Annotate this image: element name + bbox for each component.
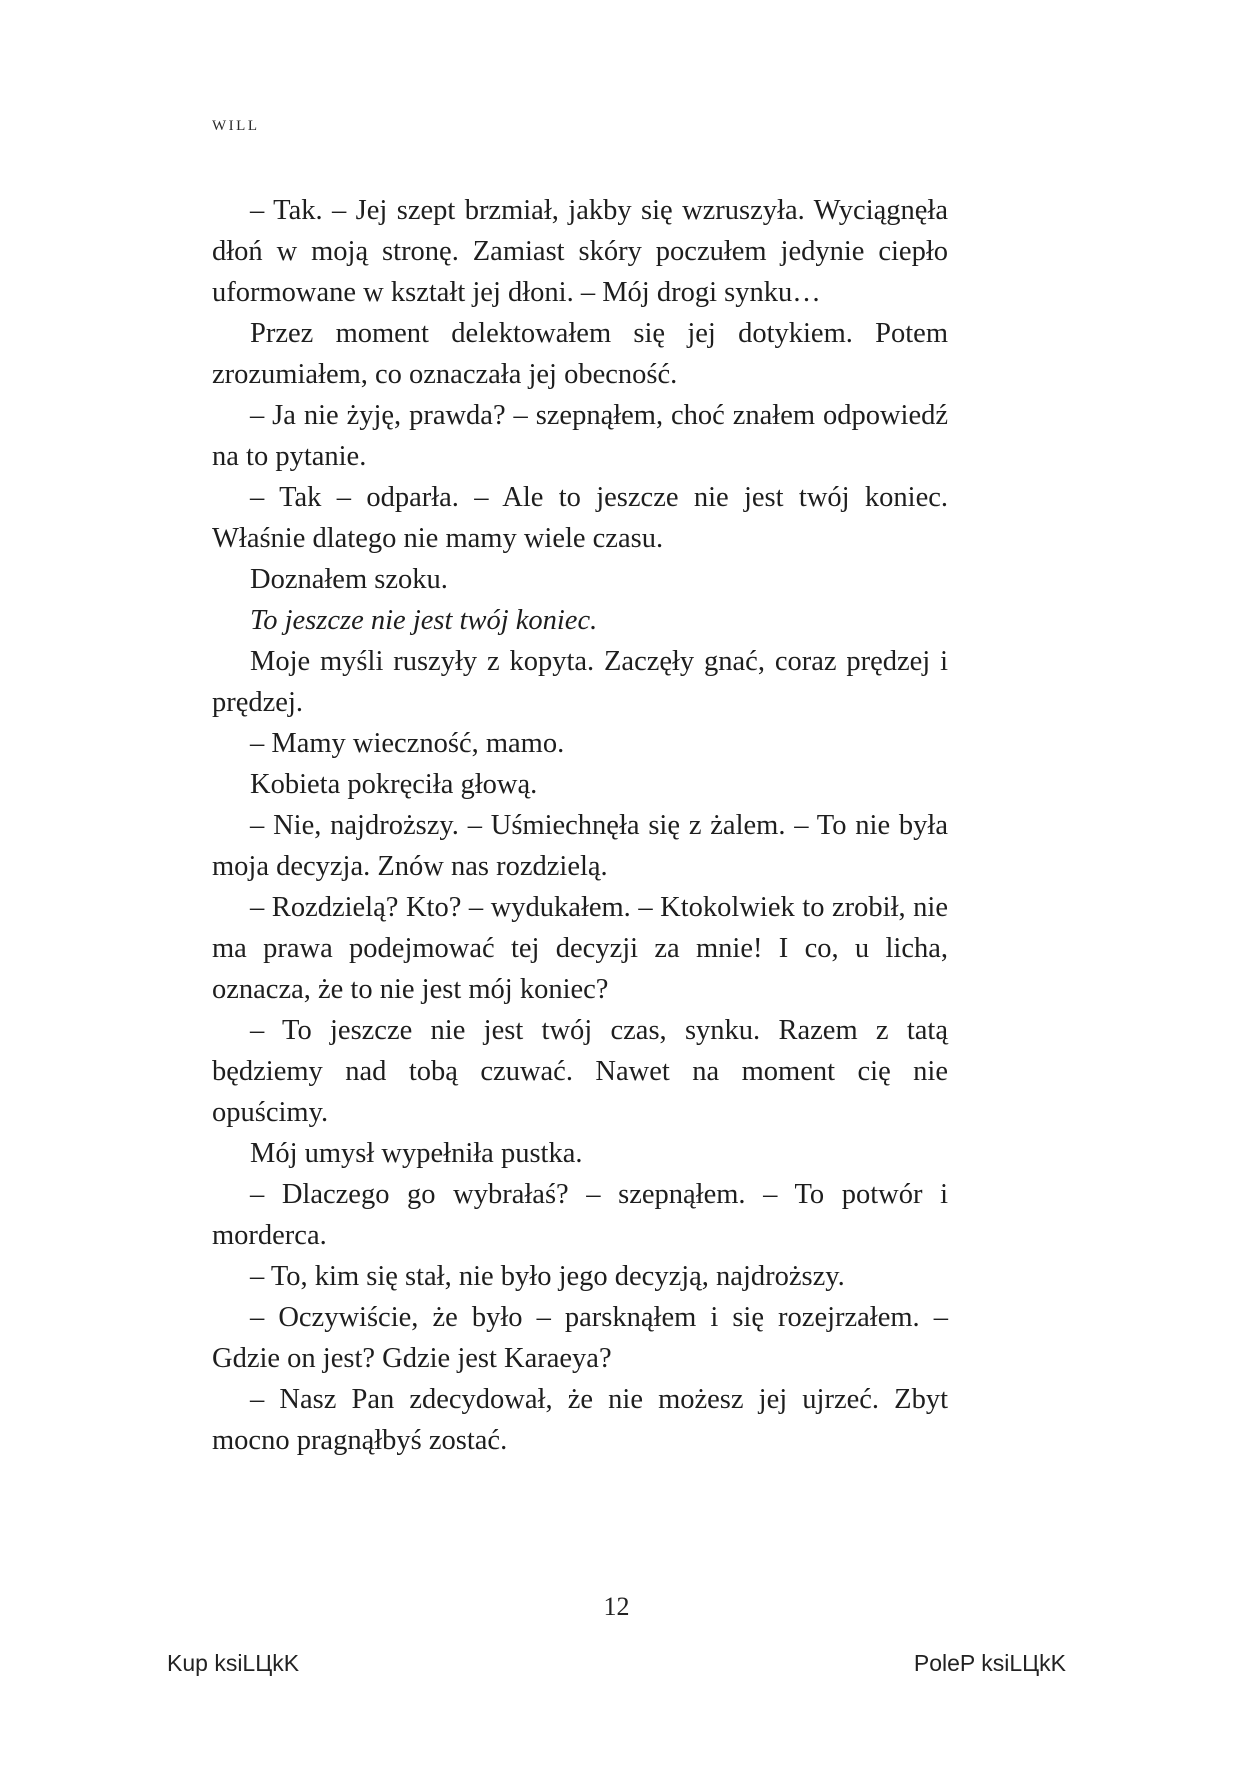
paragraph: – Tak – odparła. – Ale to jeszcze nie jest twój koniec. Właśnie dlatego nie mamy wiele czasu. (212, 482, 948, 554)
recommend-book-link[interactable]: PoleP ksiLЦkK (913, 1650, 1066, 1676)
paragraph: Przez moment delektowałem się jej dotykiem. Potem zrozumiałem, co oznaczała jej obecność. (212, 318, 948, 390)
paragraph: – Tak. – Jej szept brzmiał, jakby się wzruszyła. Wyciągnęła dłoń w moją stronę. Zamiast skóry poczułem jedynie ciepło uformowane w kształt jej dłoni. – Mój drogi synku… (212, 195, 948, 308)
paragraph: – Nasz Pan zdecydował, że nie możesz jej ujrzeć. Zbyt mocno pragnąłbyś zostać. (212, 1384, 948, 1456)
paragraph: Moje myśli ruszyły z kopyta. Zaczęły gnać, coraz prędzej i prędzej. (212, 646, 948, 718)
paragraph: – Dlaczego go wybrałaś? – szepnąłem. – To potwór i morderca. (212, 1179, 948, 1251)
italic-paragraph: To jeszcze nie jest twój koniec. (250, 605, 598, 636)
paragraph: – Rozdzielą? Kto? – wydukałem. – Ktokolwiek to zrobił, nie ma prawa podejmować tej decyzji za mnie! I co, u licha, oznacza, że to nie jest mój koniec? (212, 892, 948, 1005)
buy-book-link[interactable]: Kup ksiLЦkK (167, 1650, 300, 1676)
paragraph: Mój umysł wypełniła pustka. (250, 1138, 583, 1169)
body-text (212, 190, 948, 1461)
paragraph: – Nie, najdroższy. – Uśmiechnęła się z żalem. – To nie była moja decyzja. Znów nas rozdzielą. (212, 810, 948, 882)
paragraph: Doznałem szoku. (250, 564, 448, 595)
page-number: 12 (603, 1592, 630, 1621)
paragraph: – Ja nie żyję, prawda? – szepnąłem, choć znałem odpowiedź na to pytanie. (212, 400, 948, 472)
paragraph: – Oczywiście, że było – parsknąłem i się rozejrzałem. – Gdzie on jest? Gdzie jest Karaeya? (212, 1302, 948, 1374)
paragraph: – Mamy wieczność, mamo. (250, 728, 565, 759)
paragraph: – To jeszcze nie jest twój czas, synku. Razem z tatą będziemy nad tobą czuwać. Nawet na moment cię nie opuścimy. (212, 1015, 948, 1128)
running-head: WILL (212, 118, 260, 134)
paragraph: – To, kim się stał, nie było jego decyzją, najdroższy. (250, 1261, 845, 1292)
paragraph: Kobieta pokręciła głową. (250, 769, 538, 800)
